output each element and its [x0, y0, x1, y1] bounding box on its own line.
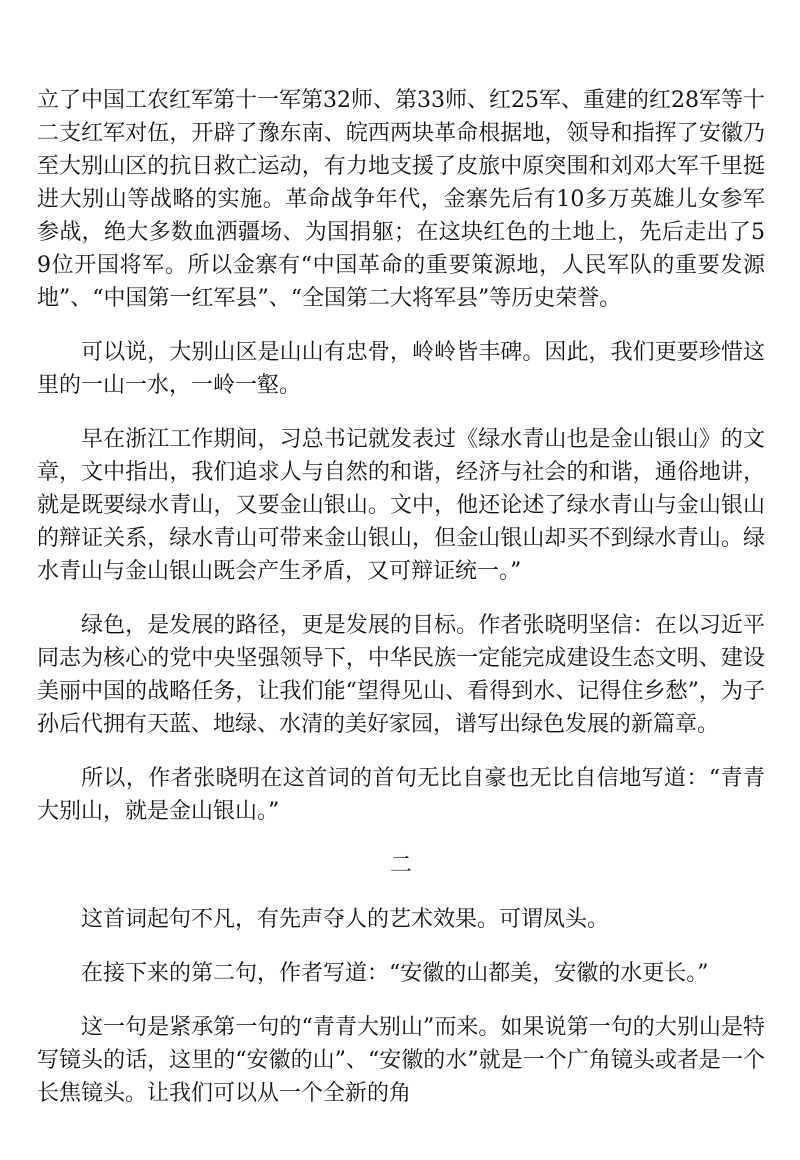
paragraph-5: 所以，作者张晓明在这首词的首句无比自豪也无比自信地写道：“青青大别山，就是金山银山。” — [37, 766, 765, 824]
paragraph-6: 这首词起句不凡，有先声夺人的艺术效果。可谓凤头。 — [81, 907, 610, 932]
paragraph-7: 在接下来的第二句，作者写道：“安徽的山都美，安徽的水更长。” — [81, 961, 709, 986]
paragraph-2: 可以说，大别山区是山山有忠骨，岭岭皆丰碑。因此，我们更要珍惜这里的一山一水，一岭一壑。 — [37, 340, 765, 398]
paragraph-3: 早在浙江工作期间，习总书记就发表过《绿水青山也是金山银山》的文章，文中指出，我们追求人与自然的和谐，经济与社会的和谐，通俗地讲，就是既要绿水青山，又要金山银山。文中，他还论述了绿水青山与金山银山的辩证关系，绿水青山可带来金山银山，但金山银山却买不到绿水青山。绿水青山与金山银山既会产生矛盾，又可辩证统一。” — [37, 427, 765, 584]
paragraph-4: 绿色，是发展的路径，更是发展的目标。作者张晓明坚信：在以习近平同志为核心的党中央坚强领导下，中华民族一定能完成建设生态文明、建设美丽中国的战略任务，让我们能“望得见山、看得到水、记得住乡愁”，为子孙后代拥有天蓝、地绿、水清的美好家园，谱写出绿色发展的新篇章。 — [37, 613, 765, 737]
document-page — [37, 84, 765, 1131]
section-heading: 二 — [389, 853, 412, 878]
paragraph-1: 立了中国工农红军第十一军第32师、第33师、红25军、重建的红28军等十二支红军对伍，开辟了豫东南、皖西两块革命根据地，领导和指挥了安徽乃至大别山区的抗日救亡运动，有力地支援了皮旅中原突围和刘邓大军千里挺进大别山等战略的实施。革命战争年代，金寨先后有10多万英雄儿女参军参战，绝大多数血洒疆场、为国捐躯；在这块红色的土地上，先后走出了59位开国将军。所以金寨有“中国革命的重要策源地，人民军队的重要发源地”、“中国第一红军县”、“全国第二大将军县”等历史荣誉。 — [37, 88, 765, 311]
paragraph-8: 这一句是紧承第一句的“青青大别山”而来。如果说第一句的大别山是特写镜头的话，这里的“安徽的山”、“安徽的水”就是一个广角镜头或者是一个长焦镜头。让我们可以从一个全新的角 — [37, 1015, 765, 1106]
